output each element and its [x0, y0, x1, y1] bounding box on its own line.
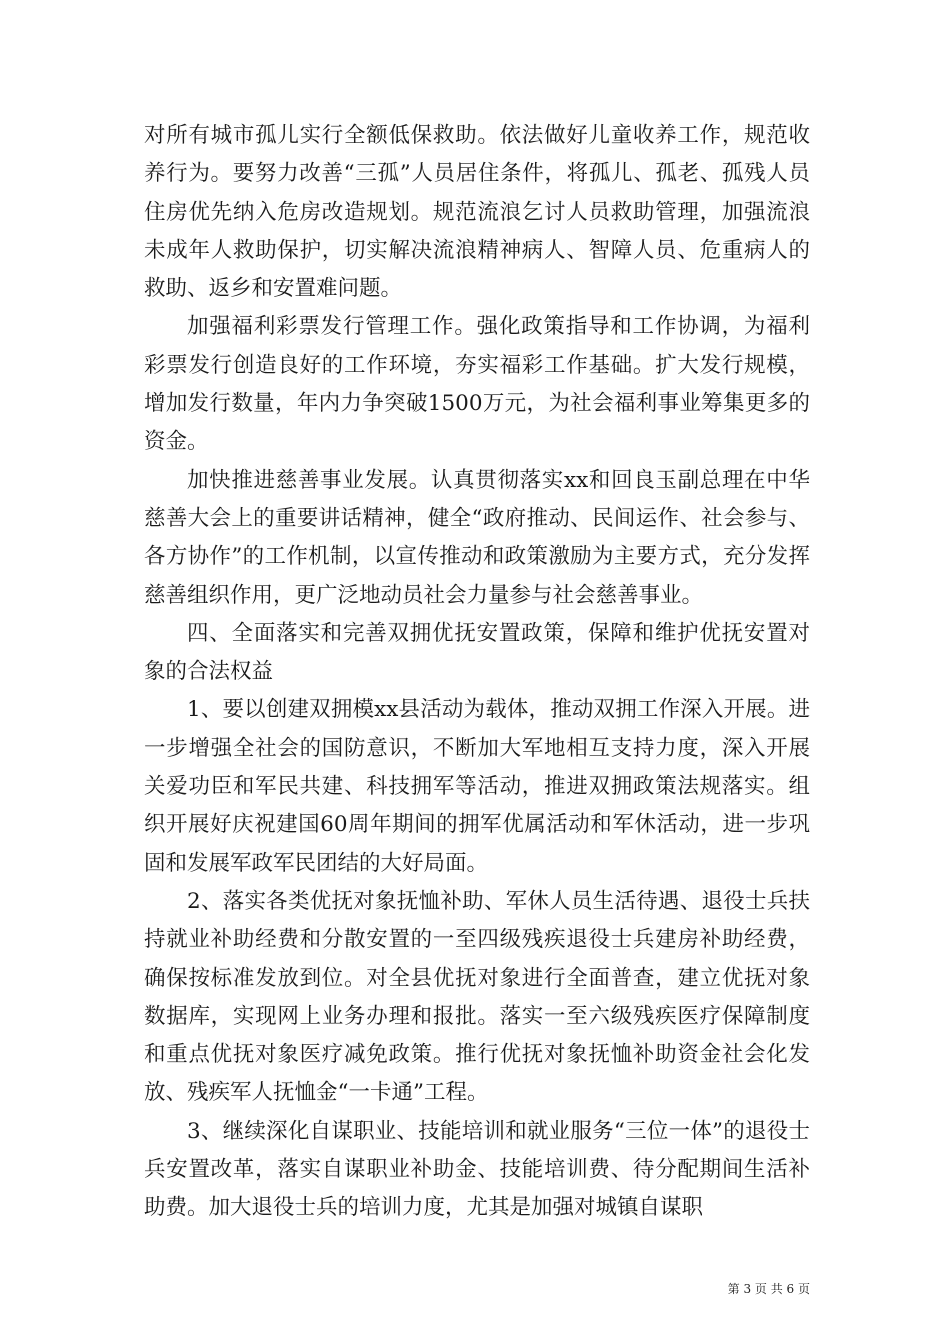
paragraph-continued: 对所有城市孤儿实行全额低保救助。依法做好儿童收养工作，规范收养行为。要努力改善“三孤”人员居住条件，将孤儿、孤老、孤残人员住房优先纳入危房改造规划。规范流浪乞讨人员救助管理，加强流浪未成年人救助保护，切实解决流浪精神病人、智障人员、危重病人的救助、返乡和安置难问题。	[144, 123, 810, 302]
paragraph-item-2: 2、落实各类优抚对象抚恤补助、军休人员生活待遇、退役士兵扶持就业补助经费和分散安置的一至四级残疾退役士兵建房补助经费，确保按标准发放到位。对全县优抚对象进行全面普查，建立优抚对象数据库，实现网上业务办理和报批。落实一至六级残疾医疗保障制度和重点优抚对象医疗减免政策。推行优抚对象抚恤补助资金社会化发放、残疾军人抚恤金“一卡通”工程。	[144, 888, 810, 1106]
paragraph-item-1: 1、要以创建双拥模xx县活动为载体，推动双拥工作深入开展。进一步增强全社会的国防意识，不断加大军地相互支持力度，深入开展关爱功臣和军民共建、科技拥军等活动，推进双拥政策法规落实。组织开展好庆祝建国60周年期间的拥军优属活动和军休活动，进一步巩固和发展军政军民团结的大好局面。	[144, 697, 810, 876]
page-number-footer: 第 3 页 共 6 页	[727, 1282, 810, 1296]
paragraph-welfare-lottery: 加强福利彩票发行管理工作。强化政策指导和工作协调，为福利彩票发行创造良好的工作环境，夯实福彩工作基础。扩大发行规模，增加发行数量，年内力争突破1500万元，为社会福利事业筹集更多的资金。	[144, 314, 810, 455]
document-body	[144, 117, 810, 1228]
section-heading-four: 四、全面落实和完善双拥优抚安置政策，保障和维护优抚安置对象的合法权益	[144, 620, 810, 685]
paragraph-charity: 加快推进慈善事业发展。认真贯彻落实xx和回良玉副总理在中华慈善大会上的重要讲话精神，健全“政府推动、民间运作、社会参与、各方协作”的工作机制，以宣传推动和政策激励为主要方式，充分发挥慈善组织作用，更广泛地动员社会力量参与社会慈善事业。	[144, 467, 810, 608]
paragraph-item-3: 3、继续深化自谋职业、技能培训和就业服务“三位一体”的退役士兵安置改革，落实自谋职业补助金、技能培训费、待分配期间生活补助费。加大退役士兵的培训力度，尤其是加强对城镇自谋职	[144, 1118, 810, 1221]
